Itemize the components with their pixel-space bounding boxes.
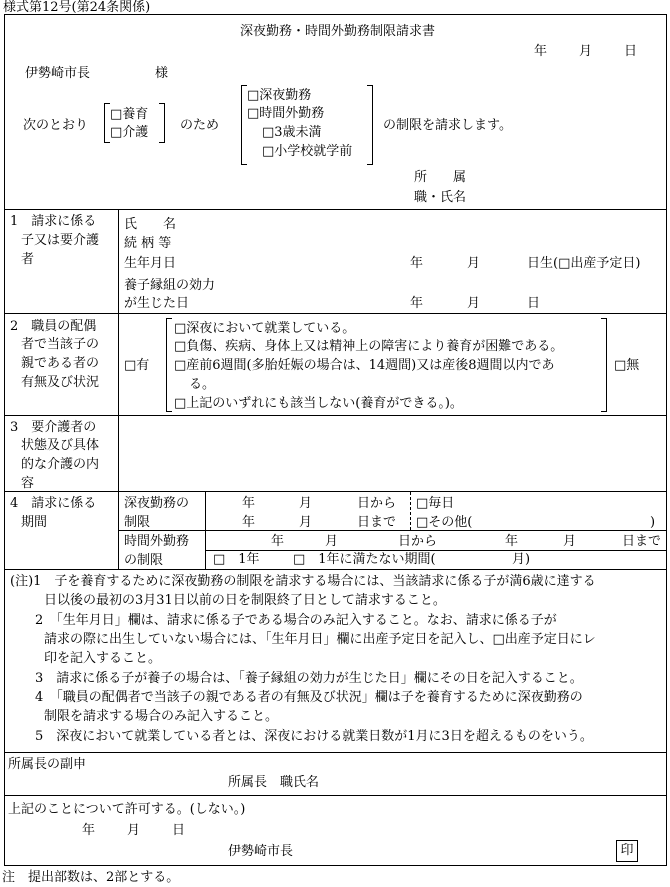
section2-label: 親である者の	[21, 356, 100, 371]
from-day: 日から	[357, 496, 397, 511]
note-line: 日以後の最初の3月31日以前の日を制限終了日として請求すること。	[44, 593, 446, 608]
section2-label: 者で当該子の	[21, 337, 100, 352]
to-month: 月	[299, 515, 313, 530]
section3-label: 的な介護の内	[21, 457, 100, 472]
adopt-day: 日	[527, 296, 541, 311]
one-year-option[interactable]: □ 1年	[213, 552, 260, 567]
adopt-year: 年	[410, 296, 424, 311]
overtime-limit-label: 時間外勤務	[124, 534, 190, 549]
divider	[205, 550, 666, 551]
reason-childcare[interactable]: □養育	[110, 107, 149, 122]
overtime-limit-label: の制限	[124, 553, 164, 568]
section3-label: 3 要介護者の	[10, 420, 97, 435]
relation-label: 続 柄 等	[124, 236, 172, 251]
ot-from: 日から	[398, 534, 438, 549]
type-under3[interactable]: □3歳未満	[262, 125, 322, 140]
spouse-item[interactable]: □産前6週間(多胎妊娠の場合は、14週間)又は産後8週間以内であ	[174, 358, 555, 373]
adopt-label: が生じた日	[124, 296, 190, 311]
applicant-dept: 所 属	[414, 170, 467, 185]
night-limit-label: 深夜勤務の	[124, 496, 190, 511]
from-month: 月	[299, 496, 313, 511]
type-overtime[interactable]: □時間外勤務	[247, 106, 325, 121]
ot-year: 年	[271, 534, 285, 549]
spouse-yes[interactable]: □有	[124, 358, 150, 373]
child-name-label: 氏 名	[124, 217, 177, 232]
less-year-option[interactable]: □ 1年に満たない期間(	[293, 552, 436, 567]
type-preschool[interactable]: □小学校就学前	[262, 144, 353, 159]
note-line: 3 請求に係る子が養子の場合は、「養子縁組の効力が生じた日」欄にその日を記入すること。	[35, 671, 583, 686]
divider	[4, 491, 666, 492]
to-day: 日まで	[357, 515, 397, 530]
divider	[4, 415, 666, 416]
divider	[4, 569, 666, 570]
date-day: 日	[624, 44, 638, 59]
supervisor-label: 所属長の副申	[8, 757, 87, 772]
less-year-month: 月)	[512, 552, 531, 567]
approval-text: 上記のことについて許可する。(しない。)	[8, 802, 246, 817]
spouse-item[interactable]: □深夜において就業している。	[174, 321, 356, 336]
note-line: 請求の際に出生していない場合には、「生年月日」欄に出産予定日を記入し、□出産予定日にレ	[44, 632, 596, 647]
divider	[4, 752, 666, 753]
spouse-item[interactable]: □上記のいずれにも該当しない(養育ができる。)。	[174, 396, 463, 411]
from-year: 年	[242, 496, 256, 511]
form-title: 深夜勤務・時間外勤務制限請求書	[240, 24, 436, 39]
approval-day: 日	[172, 823, 186, 838]
reason-care[interactable]: □介護	[110, 125, 149, 140]
period-column-line	[205, 491, 206, 569]
honorific: 様	[155, 66, 169, 81]
section4-label: 期間	[21, 515, 48, 530]
every-day-option[interactable]: □毎日	[416, 496, 455, 511]
other-option[interactable]: □その他(	[416, 515, 473, 530]
adopt-label: 養子縁組の効力	[124, 278, 216, 293]
to-year: 年	[242, 515, 256, 530]
divider	[4, 209, 666, 210]
adopt-month: 月	[467, 296, 481, 311]
request-prefix: 次のとおり	[23, 118, 89, 133]
addressee: 伊勢崎市長	[25, 66, 91, 81]
divider	[4, 313, 666, 314]
dob-label: 生年月日	[124, 256, 177, 271]
section1-label: 1 請求に係る	[10, 214, 97, 229]
bracket-right	[159, 103, 165, 143]
spouse-item[interactable]: □負傷、疾病、身体上又は精神上の障害により養育が困難である。	[174, 339, 564, 354]
approval-month: 月	[127, 823, 141, 838]
dashed-separator	[410, 492, 411, 530]
section4-label: 4 請求に係る	[10, 496, 97, 511]
applicant-name: 職・氏名	[414, 190, 467, 205]
bracket-right	[367, 85, 373, 165]
section1-label: 子又は要介護	[21, 233, 100, 248]
request-middle: のため	[180, 118, 220, 133]
note-line: 4 「職員の配偶者で当該子の親である者の有無及び状況」欄は子を養育するために深夜勤務の	[35, 690, 583, 705]
dob-year: 年	[410, 256, 424, 271]
date-year: 年	[534, 44, 548, 59]
date-month: 月	[579, 44, 593, 59]
approval-mayor: 伊勢崎市長	[228, 844, 294, 859]
label-column-line	[118, 209, 119, 569]
note-line: 制限を請求する場合のみ記入すること。	[44, 709, 279, 724]
note-line: 2 「生年月日」欄は、請求に係る子である場合のみ記入すること。なお、請求に係る子が	[35, 613, 557, 628]
other-close: )	[650, 515, 656, 530]
note-line: 印を記入すること。	[44, 651, 162, 666]
supervisor-name: 所属長 職氏名	[228, 775, 320, 790]
night-limit-label: 制限	[124, 515, 151, 530]
bracket-right	[601, 318, 607, 412]
request-suffix: の制限を請求します。	[383, 118, 512, 133]
ot-year2: 年	[505, 534, 519, 549]
divider	[4, 795, 666, 796]
section2-label: 2 職員の配偶	[10, 319, 97, 334]
footer-note: 注 提出部数は、2部とする。	[2, 870, 180, 885]
ot-month: 月	[325, 534, 339, 549]
section3-label: 状態及び具体	[21, 438, 100, 453]
approval-year: 年	[82, 823, 96, 838]
section3-label: 容	[21, 476, 35, 491]
note-line: 5 深夜において就業している者とは、深夜における就業日数が1月に3日を超えるものをいう。	[35, 729, 593, 744]
ot-to: 日まで	[622, 534, 662, 549]
spouse-no[interactable]: □無	[614, 358, 640, 373]
type-night[interactable]: □深夜勤務	[247, 88, 312, 103]
section2-label: 有無及び状況	[21, 375, 100, 390]
note-line: (注)1 子を養育するために深夜勤務の制限を請求する場合には、当該請求に係る子が満6歳に達する	[10, 574, 596, 589]
dob-month: 月	[467, 256, 481, 271]
spouse-item-cont: る。	[189, 377, 216, 392]
form-number: 様式第12号(第24条関係)	[3, 0, 151, 15]
dob-day: 日生(□出産予定日)	[527, 256, 641, 271]
section1-label: 者	[21, 252, 35, 267]
divider	[118, 530, 666, 531]
bracket-left	[166, 318, 172, 412]
ot-month2: 月	[563, 534, 577, 549]
seal-mark: 印	[616, 840, 638, 862]
